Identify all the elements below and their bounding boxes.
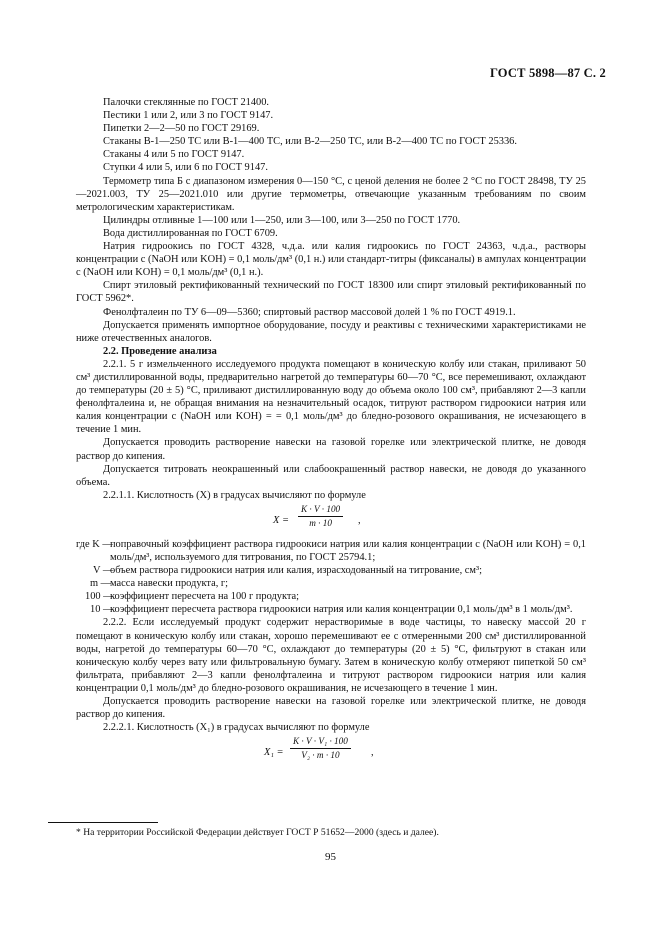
definition-text: коэффициент пересчета на 100 г продукта; (110, 591, 300, 603)
allowance-note: Допускается проводить растворение навески на газовой горелке или электрической плитке, не доводя раствор до кипения. (76, 696, 586, 721)
allowance-note: Допускается проводить растворение навески на газовой горелке или электрической плитке, не доводя раствор до кипения. (76, 437, 586, 462)
equipment-item: Пипетки 2—2—50 по ГОСТ 29169. (103, 123, 260, 135)
equipment-item: Термометр типа Б с диапазоном измерения 0—150 °С, с ценой деления не более 2 °С по ГОСТ 28498, ТУ 25—2021.003, ТУ 25—2021.010 или другие термометры, отвечающие указанным требованиям по своим метрологическим характеристикам. (76, 175, 586, 213)
definition-symbol: где K — (76, 538, 113, 550)
page-header: ГОСТ 5898—87 С. 2 (489, 66, 606, 80)
document-body (76, 96, 586, 770)
formula-denominator: m · 10 (309, 517, 332, 528)
definition-text: коэффициент пересчета раствора гидроокиси натрия или калия концентрации 0,1 моль/дм³ в 1 моль/дм³. (110, 604, 573, 616)
formula-x1 (76, 734, 586, 770)
paragraph-2-2-2-1: 2.2.2.1. Кислотность (X₁) в градусах вычисляют по формуле (103, 722, 370, 734)
definition-row (76, 538, 586, 564)
paragraph-2-2-1: 2.2.1. 5 г измельченного исследуемого продукта помещают в коническую колбу или стакан, приливают 50 см³ дистиллированной воды, предварительно нагретой до температуры 60—70 °С, все перемешивают, охлаждают до температуры (20 ± 5) °С, приливают дистиллированную воду до объема около 100 см³, прибавляют 2—3 капли фенолфталеина и, не обращая внимания на незначительный осадок, титруют раствором гидроокиси натрия или калия концентрации c (NaOH или KOH) = = 0,1 моль/дм³ до бледно-розового окрашивания, не исчезающего в течение 1 мин. (76, 358, 586, 436)
allowance-note: Допускается титровать неокрашенный или слабоокрашенный раствор навески, не доводя до указанного объема. (76, 463, 586, 488)
reagent-naoh: Натрия гидроокись по ГОСТ 4328, ч.д.а. или калия гидроокись по ГОСТ 24363, ч.д.а., растворы концентрации c (NaOH или KOH) = 0,1 моль/дм³ (0,1 н.) или стандарт-титры (фиксаналы) в ампулах концентрации c (NaOH или KOH) = 0,1 моль/дм³ (0,1 н.). (76, 241, 586, 279)
section-heading: 2.2. Проведение анализа (103, 345, 217, 357)
definition-row (93, 564, 586, 577)
equipment-item: Вода дистиллированная по ГОСТ 6709. (103, 227, 278, 239)
formula-definitions (76, 538, 586, 617)
formula-x (76, 502, 586, 538)
definition-symbol: m — (90, 578, 112, 590)
reagent-phenolphthalein: Фенолфталеин по ТУ 6—09—5360; спиртовый раствор массовой долей 1 % по ГОСТ 4919.1. (103, 306, 516, 318)
equipment-item: Ступки 4 или 5, или 6 по ГОСТ 9147. (103, 162, 268, 174)
formula-numerator: K · V · 100 (298, 504, 343, 517)
paragraph-2-2-2: 2.2.2. Если исследуемый продукт содержит нерастворимые в воде частицы, то навеску массой 20 г помещают в коническую колбу или стакан, хорошо перемешивают ее с отмеренными 200 см³ дистиллированной воды, нагретой до температуры 60—70 °С, охлаждают до температуры (20 ± 5) °С, фильтруют в стакан или коническую колбу через вату или фильтровальную бумагу. Затем в коническую колбу отмеряют пипеткой 50 см³ фильтрата, прибавляют 2—3 капли фенолфталеина и титруют раствором гидроокиси натрия или калия концентрации 0,1 моль/дм³ до бледно-розового окрашивания, не исчезающего в течение 1 мин. (76, 617, 586, 694)
formula-fraction (298, 504, 343, 529)
definition-row (85, 590, 586, 603)
definition-row (90, 577, 586, 590)
reagent-alcohol: Спирт этиловый ректификованный технический по ГОСТ 18300 или спирт этиловый ректификованный по ГОСТ 5962*. (76, 280, 586, 305)
definition-row (90, 603, 586, 616)
equipment-list (76, 96, 586, 240)
definition-symbol: V — (93, 565, 114, 577)
equipment-item: Цилиндры отливные 1—100 или 1—250, или 3—100, или 3—250 по ГОСТ 1770. (103, 214, 461, 226)
formula-lhs: X₁ = (264, 747, 284, 759)
imports-note: Допускается применять импортное оборудование, посуду и реактивы с техническими характеристиками не ниже отечественных аналогов. (76, 319, 586, 344)
page-number: 95 (325, 851, 336, 863)
formula-denominator: V₂ · m · 10 (301, 750, 340, 761)
footnote-rule (48, 822, 158, 823)
definition-text: объем раствора гидроокиси натрия или калия, израсходованный на титрование, см³; (110, 565, 482, 577)
formula-comma: , (358, 514, 361, 526)
definition-text: масса навески продукта, г; (110, 578, 229, 590)
equipment-item: Стаканы В-1—250 ТС или В-1—400 ТС, или В-2—250 ТС, или В-2—400 ТС по ГОСТ 25336. (103, 136, 517, 148)
equipment-item: Палочки стеклянные по ГОСТ 21400. (103, 97, 270, 108)
equipment-item: Стаканы 4 или 5 по ГОСТ 9147. (103, 149, 245, 161)
equipment-item: Пестики 1 или 2, или 3 по ГОСТ 9147. (103, 110, 274, 122)
formula-comma: , (371, 747, 374, 759)
definition-symbol: 10 — (90, 604, 114, 616)
definition-text: поправочный коэффициент раствора гидроокиси натрия или калия концентрации c (NaOH или KOH) = 0,1 моль/дм³, используемого для титрования, по ГОСТ 25794.1; (110, 538, 586, 563)
formula-lhs: X = (273, 514, 289, 526)
formula-numerator: K · V · V₁ · 100 (290, 736, 351, 749)
definition-symbol: 100 — (85, 591, 114, 603)
formula-fraction (290, 736, 351, 761)
footnote: * На территории Российской Федерации действует ГОСТ Р 51652—2000 (здесь и далее). (76, 827, 439, 838)
paragraph-2-2-1-1: 2.2.1.1. Кислотность (X) в градусах вычисляют по формуле (103, 489, 366, 501)
